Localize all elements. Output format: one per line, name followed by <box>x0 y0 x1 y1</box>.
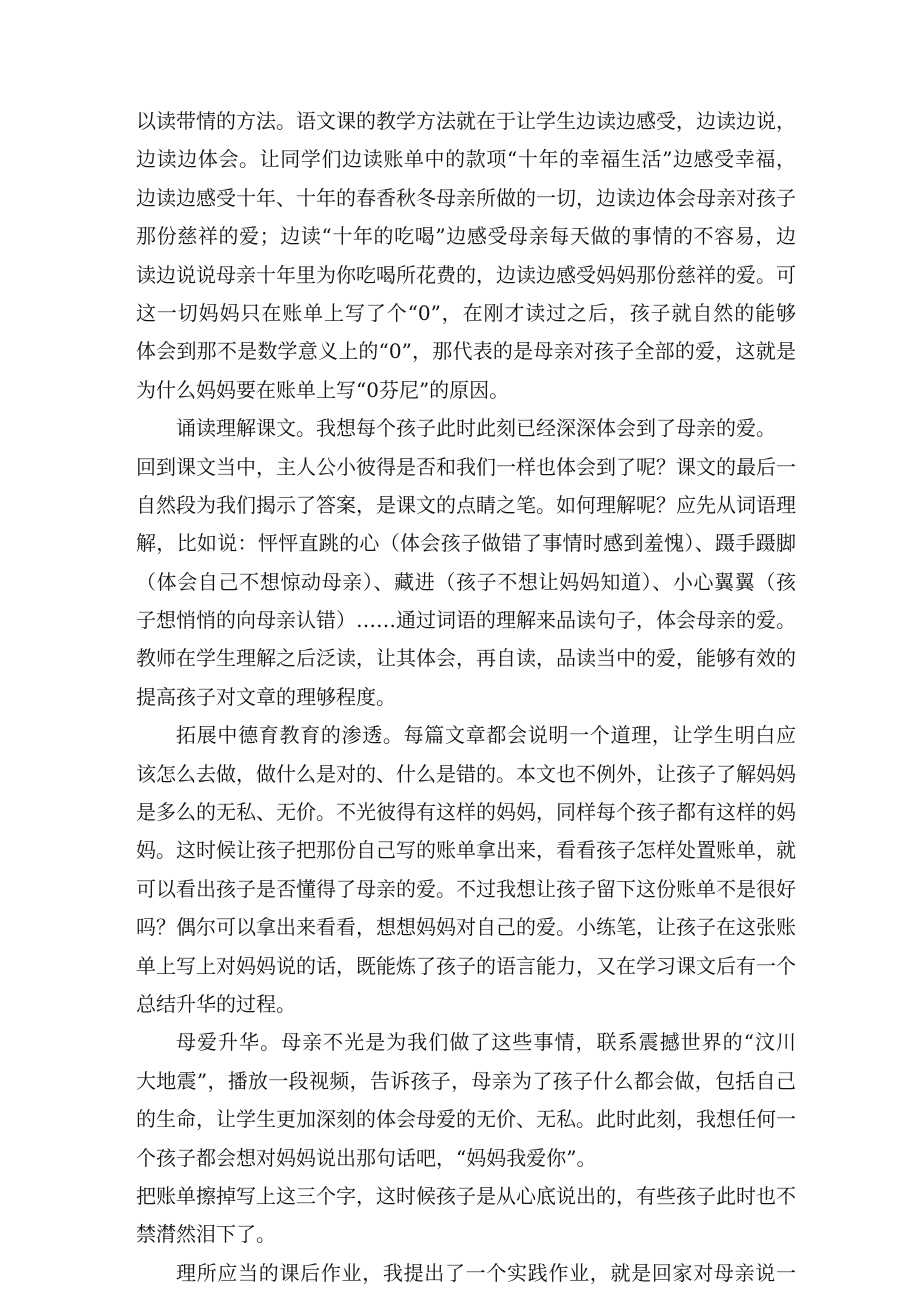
text-line: 为什么妈妈要在账单上写“0芬尼”的原因。 <box>136 377 510 402</box>
text-line: 个孩子都会想对妈妈说出那句话吧，“妈妈我爱你”。 <box>136 1145 597 1170</box>
text-line: 子想悄悄的向母亲认错）……通过词语的理解来品读句子，体会母亲的爱。 <box>136 608 796 633</box>
text-line: 体会到那不是数学意义上的“0”，那代表的是母亲对孩子全部的爱，这就是 <box>136 339 796 364</box>
text-line: 禁潸然泪下了。 <box>136 1222 276 1247</box>
text-line: 自然段为我们揭示了答案，是课文的点睛之笔。如何理解呢？应先从词语理 <box>136 492 796 517</box>
text-line: （体会自己不想惊动母亲）、藏进（孩子不想让妈妈知道）、小心翼翼（孩 <box>136 569 796 594</box>
text-line: 解，比如说：怦怦直跳的心（体会孩子做错了事情时感到羞愧）、蹑手蹑脚 <box>136 531 796 556</box>
text-line: 是多么的无私、无价。不光彼得有这样的妈妈，同样每个孩子都有这样的妈 <box>136 800 796 825</box>
text-line: 边读边体会。让同学们边读账单中的款项“十年的幸福生活”边感受幸福， <box>136 147 796 172</box>
text-line: 可以看出孩子是否懂得了母亲的爱。不过我想让孩子留下这份账单不是很好 <box>136 876 796 901</box>
text-line: 的生命，让学生更加深刻的体会母爱的无价、无私。此时此刻，我想任何一 <box>136 1107 796 1132</box>
text-line: 边读边感受十年、十年的春香秋冬母亲所做的一切，边读边体会母亲对孩子 <box>136 185 796 210</box>
text-line: 把账单擦掉写上这三个字，这时候孩子是从心底说出的，有些孩子此时也不 <box>136 1183 796 1208</box>
text-line: 吗？偶尔可以拿出来看看，想想妈妈对自己的爱。小练笔，让孩子在这张账 <box>136 915 796 940</box>
text-line: 读边说说母亲十年里为你吃喝所花费的，边读边感受妈妈那份慈祥的爱。可 <box>136 262 796 287</box>
text-line: 这一切妈妈只在账单上写了个“0”，在刚才读过之后，孩子就自然的能够 <box>136 300 796 325</box>
text-line: 那份慈祥的爱；边读“十年的吃喝”边感受母亲每天做的事情的不容易，边 <box>136 224 796 249</box>
text-line: 以读带情的方法。语文课的教学方法就在于让学生边读边感受，边读边说， <box>136 109 796 133</box>
text-line: 总结升华的过程。 <box>136 991 296 1016</box>
text-line: 回到课文当中，主人公小彼得是否和我们一样也体会到了呢？课文的最后一 <box>136 454 796 479</box>
document-body <box>136 102 796 1292</box>
text-line: 妈。这时候让孩子把那份自己写的账单拿出来，看看孩子怎样处置账单，就 <box>136 838 796 863</box>
text-line: 单上写上对妈妈说的话，既能炼了孩子的语言能力，又在学习课文后有一个 <box>136 953 796 978</box>
text-line: 该怎么去做，做什么是对的、什么是错的。本文也不例外，让孩子了解妈妈 <box>136 761 796 786</box>
paragraph-start-line: 拓展中德育教育的渗透。每篇文章都会说明一个道理，让学生明白应 <box>176 723 796 748</box>
text-line: 大地震”，播放一段视频，告诉孩子，母亲为了孩子什么都会做，包括自己 <box>136 1068 796 1093</box>
paragraph-start-line: 诵读理解课文。我想每个孩子此时此刻已经深深体会到了母亲的爱。 <box>176 416 776 441</box>
paragraph-start-line: 理所应当的课后作业，我提出了一个实践作业，就是回家对母亲说一 <box>176 1260 796 1285</box>
paragraph-start-line: 母爱升华。母亲不光是为我们做了这些事情，联系震撼世界的“汶川 <box>176 1030 796 1055</box>
text-line: 教师在学生理解之后泛读，让其体会，再自读，品读当中的爱，能够有效的 <box>136 646 796 671</box>
text-line: 提高孩子对文章的理够程度。 <box>136 684 396 709</box>
